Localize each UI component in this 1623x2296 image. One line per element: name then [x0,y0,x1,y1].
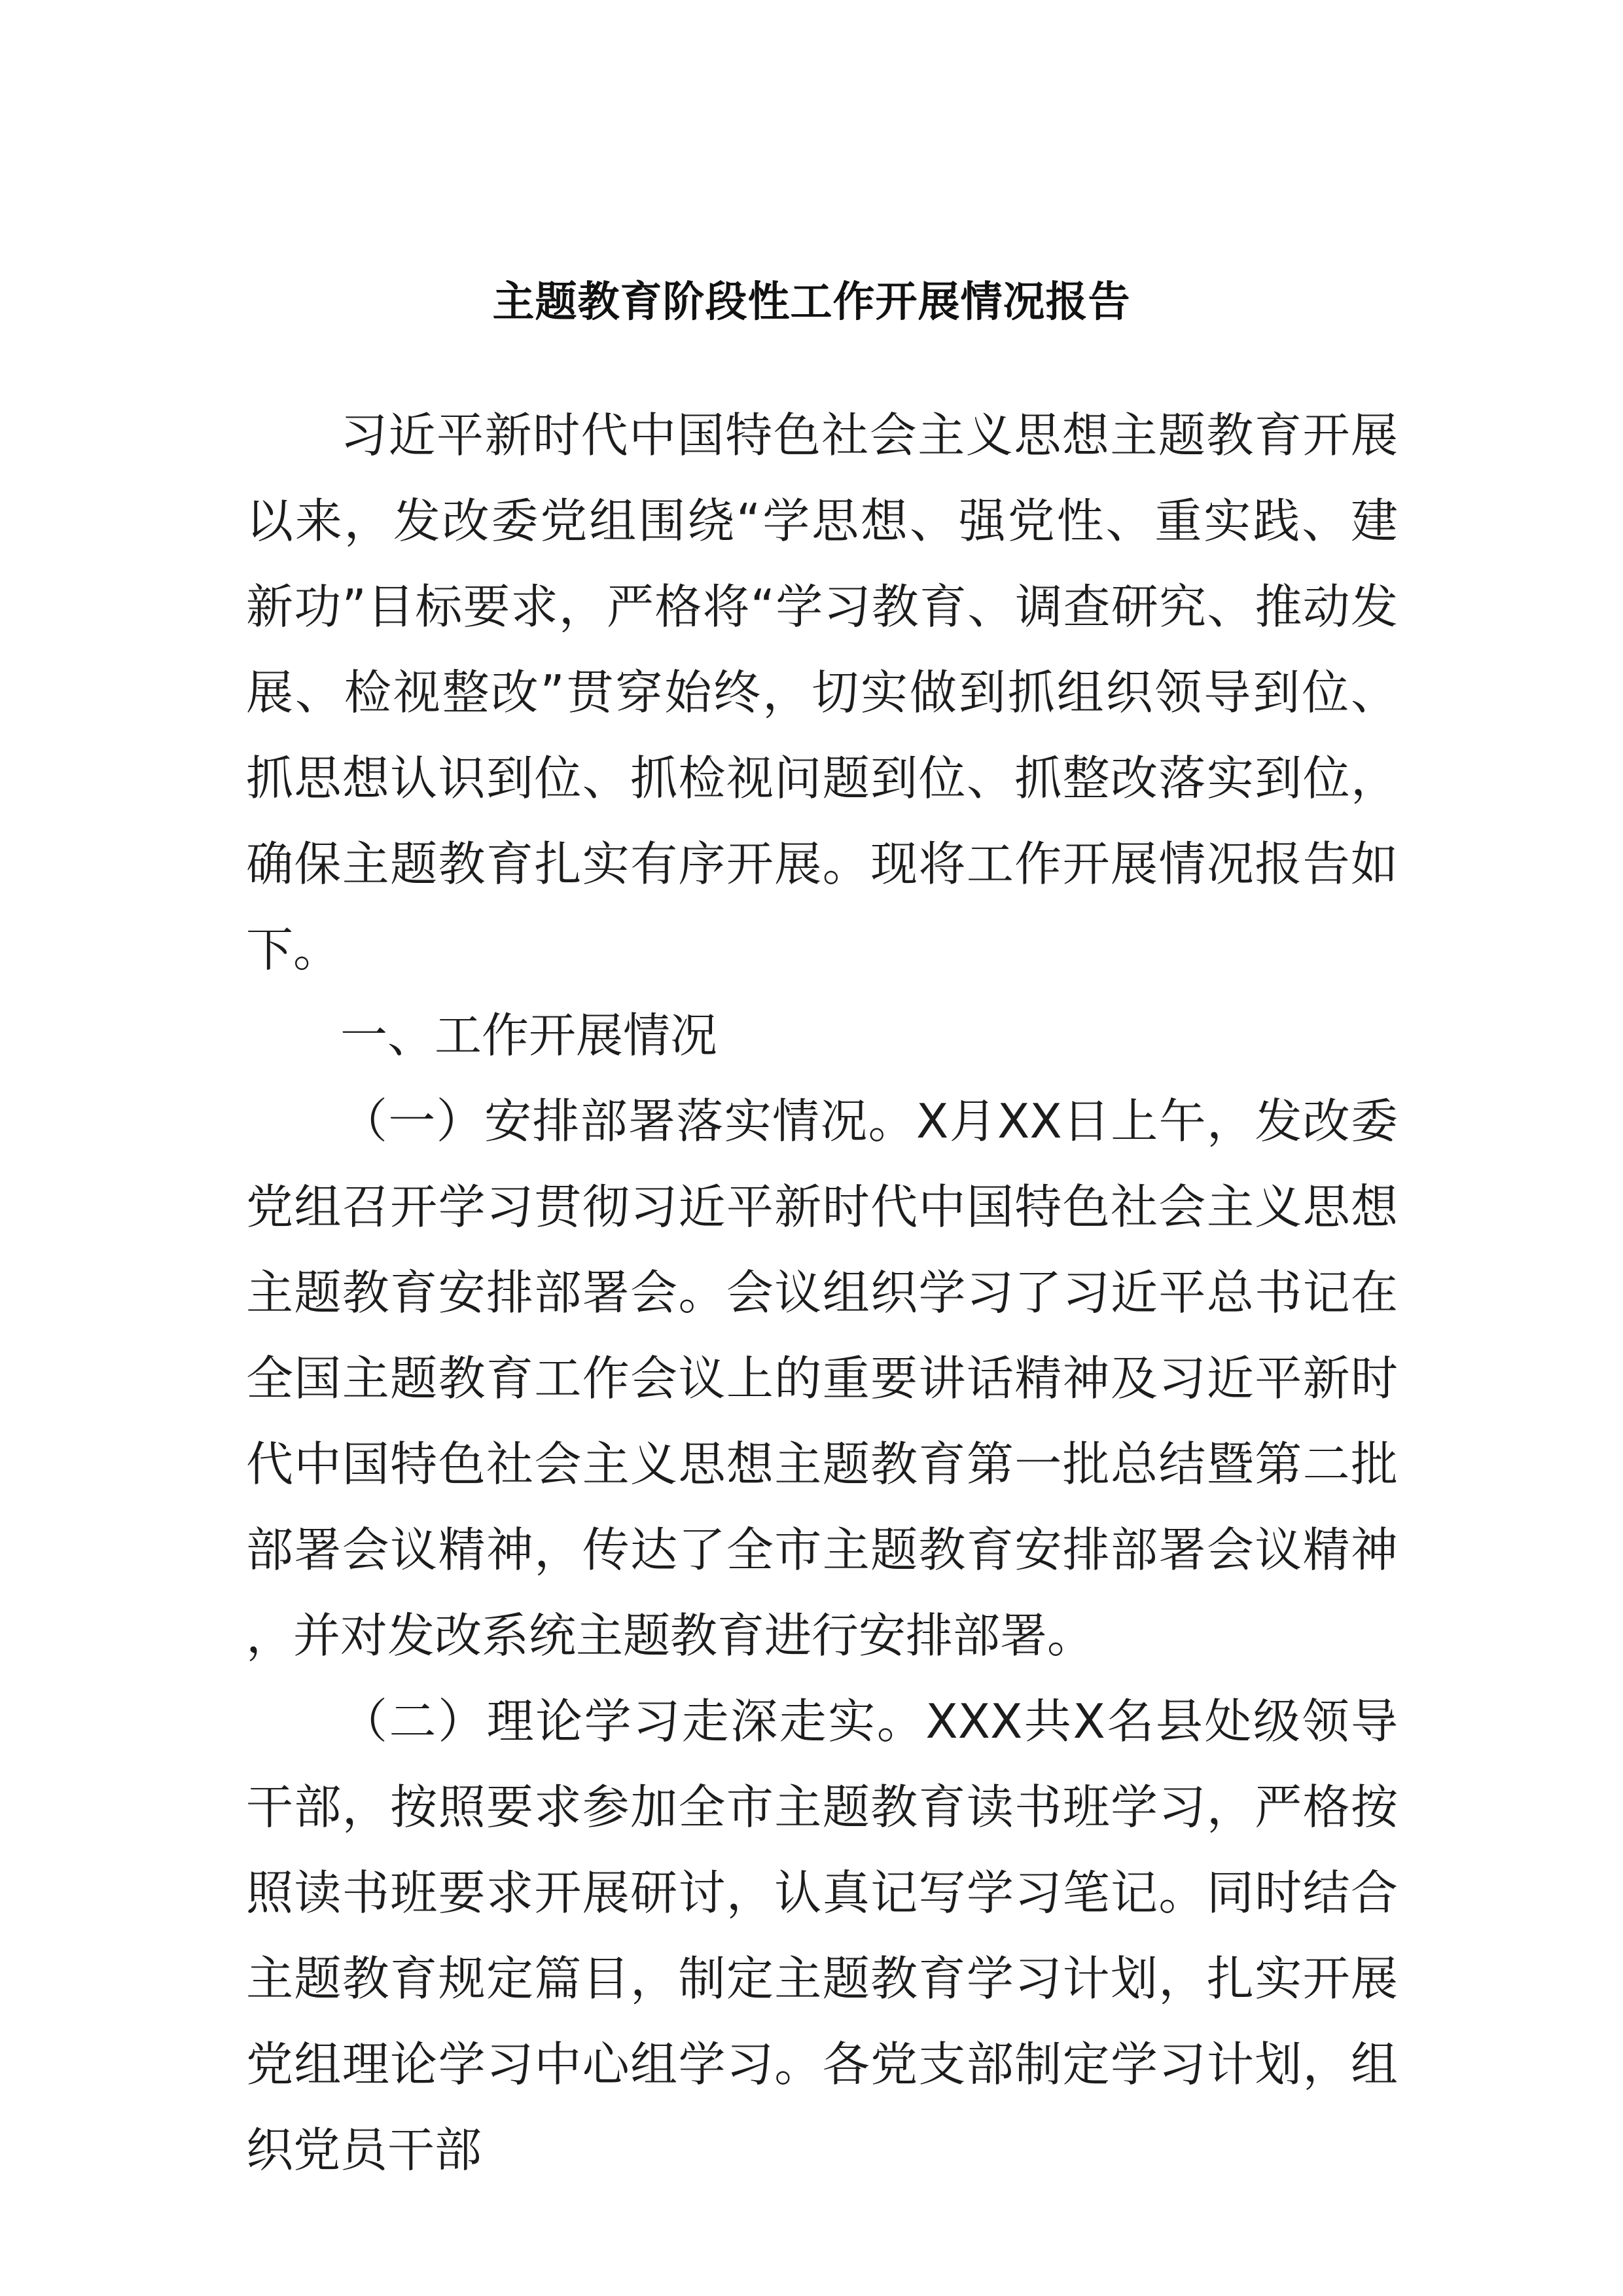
section-heading-work-progress: 一、工作开展情况 [340,1008,718,1063]
paragraph-theory-study: （二）理论学习走深走实。XXX共X名县处级领导干部，按照要求参加全市主题教育读书班学习，严格按照读书班要求开展研讨，认真记写学习笔记。同时结合主题教育规定篇目，制定主题教育学习计划，扎实开展党组理论学习中心组学习。各党支部制定学习计划，组织党员干部 [246,1694,1398,2178]
paragraph-deployment: （一）安排部署落实情况。X月XX日上午，发改委党组召开学习贯彻习近平新时代中国特色社会主义思想主题教育安排部署会。会议组织学习了习近平总书记在全国主题教育工作会议上的重要讲话精神及习近平新时代中国特色社会主义思想主题教育第一批总结暨第二批部署会议精神，传达了全市主题教育安排部署会议精神，并对发改系统主题教育进行安排部署。 [246,1094,1398,1663]
document-title: 主题教育阶段性工作开展情况报告 [492,278,1131,327]
document-body [246,393,1398,2193]
paragraph-intro: 习近平新时代中国特色社会主义思想主题教育开展以来，发改委党组围绕“学思想、强党性、重实践、建新功”目标要求，严格将“学习教育、调查研究、推动发展、检视整改”贯穿始终，切实做到抓组织领导到位、抓思想认识到位、抓检视问题到位、抓整改落实到位，确保主题教育扎实有序开展。现将工作开展情况报告如下。 [246,408,1398,977]
